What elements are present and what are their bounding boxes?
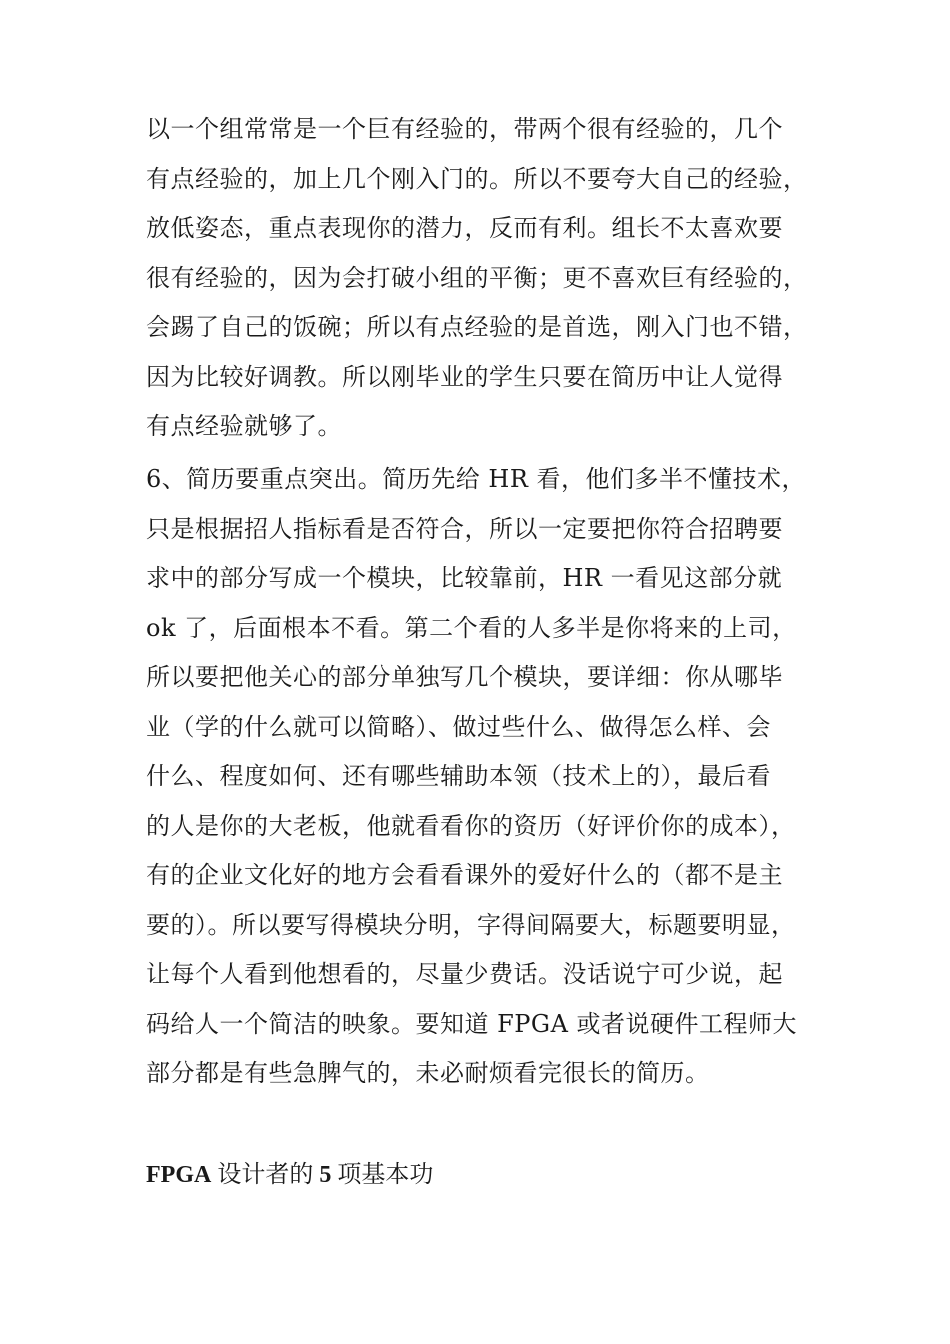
paragraph-line: 有的企业文化好的地方会看看课外的爱好什么的（都不是主	[146, 861, 783, 889]
heading-fpga: FPGA	[146, 1162, 212, 1188]
paragraph-line: 因为比较好调教。所以刚毕业的学生只要在简历中让人觉得	[146, 362, 783, 391]
paragraph-line: 求中的部分写成一个模块，比较靠前，HR 一看见这部分就	[146, 564, 783, 592]
paragraph-line: 放低姿态，重点表现你的潜力，反而有利。组长不太喜欢要	[146, 214, 783, 242]
paragraph-line: 所以要把他关心的部分单独写几个模块，要详细：你从哪毕	[146, 663, 783, 691]
heading-text-end: 项基本功	[331, 1162, 434, 1188]
paragraph-line: 的人是你的大老板，他就看看你的资历（好评价你的成本），	[146, 811, 796, 840]
paragraph-line: 以一个组常常是一个巨有经验的，带两个很有经验的，几个	[146, 115, 783, 143]
paragraph-line: 码给人一个简洁的映象。要知道 FPGA 或者说硬件工程师大	[146, 1009, 798, 1038]
paragraph-line: 很有经验的，因为会打破小组的平衡；更不喜欢巨有经验的，	[146, 263, 808, 292]
paragraph-resume-focus	[146, 455, 811, 1099]
paragraph-line: 只是根据招人指标看是否符合，所以一定要把你符合招聘要	[146, 514, 783, 543]
paragraph-line: 要的）。所以要写得模块分明，字得间隔要大，标题要明显，	[146, 910, 796, 939]
section-heading	[146, 1155, 433, 1195]
paragraph-line: 业（学的什么就可以简略）、做过些什么、做得怎么样、会	[146, 712, 771, 741]
paragraph-line: 让每个人看到他想看的，尽量少费话。没话说宁可少说，起	[146, 960, 783, 988]
paragraph-line: 6、简历要重点突出。简历先给 HR 看，他们多半不懂技术，	[146, 465, 807, 493]
heading-text: 设计者的	[211, 1162, 320, 1188]
paragraph-line: 会踢了自己的饭碗；所以有点经验的是首选，刚入门也不错，	[146, 313, 808, 341]
paragraph-line: ok 了，后面根本不看。第二个看的人多半是你将来的上司，	[146, 613, 797, 642]
paragraph-line: 部分都是有些急脾气的，未必耐烦看完很长的简历。	[146, 1059, 710, 1087]
paragraph-line: 有点经验就够了。	[146, 412, 342, 440]
paragraph-line: 什么、程度如何、还有哪些辅助本领（技术上的），最后看	[146, 762, 771, 790]
paragraph-line: 有点经验的，加上几个刚入门的。所以不要夸大自己的经验，	[146, 164, 808, 193]
paragraph-experience	[146, 105, 811, 452]
heading-number: 5	[319, 1162, 332, 1188]
